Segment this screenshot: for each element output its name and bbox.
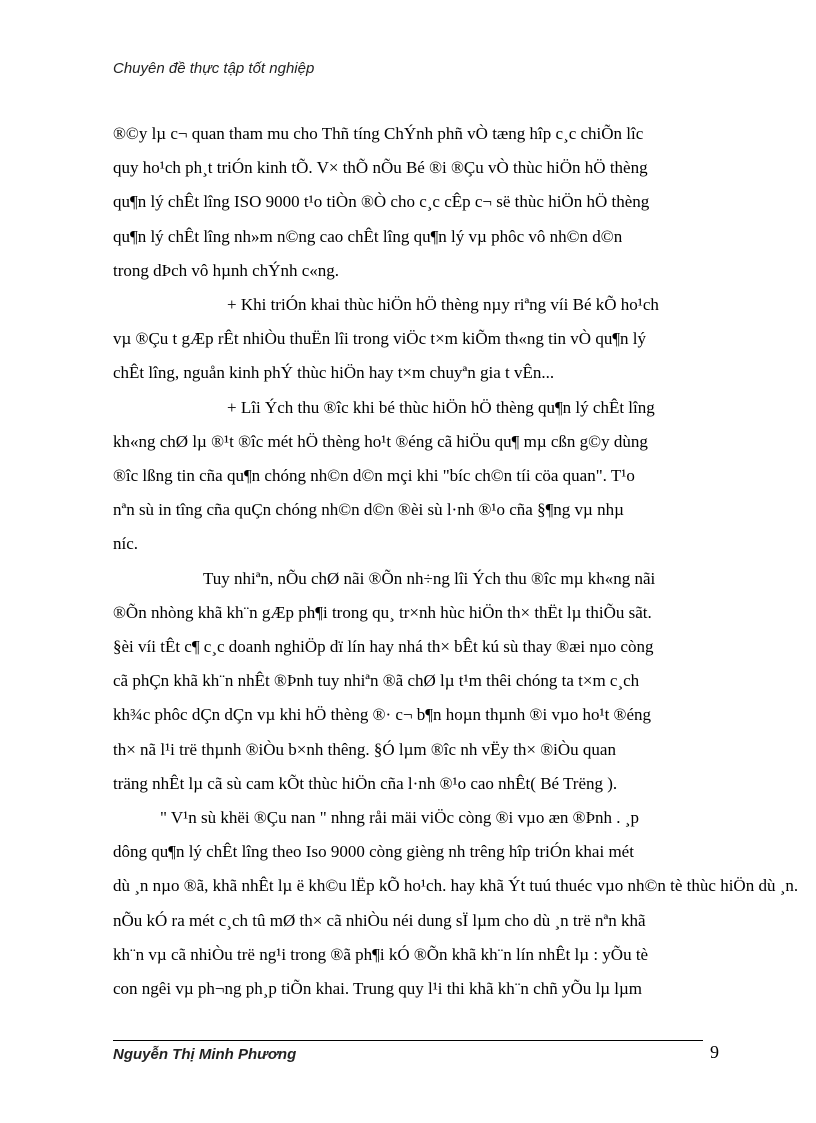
- text-line: " V¹n sù khëi ®Çu nan " nhng råi mäi viÖc còng ®i vµo æn ®Þnh . ¸p: [160, 808, 639, 828]
- text-line: + Lîi Ých thu ®îc khi bé thùc hiÖn hÖ thèng qu¶n lý chÊt lîng: [227, 397, 655, 417]
- text-line: nÕu kÓ ra mét c¸ch tû mØ th× cã nhiÒu néi dung sÏ lµm cho dù ¸n trë nªn khã: [113, 910, 646, 930]
- text-line: ®©y lµ c¬ quan tham mu cho Thñ tíng ChÝnh phñ vÒ tæng hîp c¸c chiÕn lîc: [113, 124, 644, 143]
- footer-author: Nguyễn Thị Minh Phương: [113, 1046, 297, 1063]
- text-line: kh¾c phôc dÇn dÇn vµ khi hÖ thèng ®· c¬ b¶n hoµn thµnh ®i vµo ho¹t ®éng: [113, 705, 652, 725]
- text-line: dù ¸n nµo ®ã, khã nhÊt lµ ë kh©u lËp kÕ ho¹ch. hay khã Ýt tuú thuéc vµo nh©n tè thùc hiÖn dù ¸n.: [113, 876, 799, 896]
- text-line: kh«ng chØ lµ ®¹t ®îc mét hÖ thèng ho¹t ®éng cã hiÖu qu¶ mµ cßn g©y dùng: [113, 431, 648, 451]
- text-line: chÊt lîng, nguån kinh phÝ thùc hiÖn hay t×m chuyªn gia t vÊn...: [113, 363, 555, 383]
- text-line: trong dÞch vô hµnh chÝnh c«ng.: [113, 260, 340, 280]
- text-line: Tuy nhiªn, nÕu chØ nãi ®Õn nh÷ng lîi Ých thu ®îc mµ kh«ng nãi: [203, 568, 656, 588]
- text-line: quy ho¹ch ph¸t triÓn kinh tÕ. V× thÕ nÕu Bé ®i ®Çu vÒ thùc hiÖn hÖ thèng: [113, 158, 648, 178]
- footer-divider: [113, 1040, 703, 1041]
- text-line: qu¶n lý chÊt lîng nh»m n©ng cao chÊt lîng qu¶n lý vµ phôc vô nh©n d©n: [113, 226, 623, 246]
- text-line: träng nhÊt lµ cã sù cam kÕt thùc hiÖn cña l·nh ®¹o cao nhÊt( Bé Trëng ).: [113, 773, 618, 793]
- text-line: §èi víi tÊt c¶ c¸c doanh nghiÖp dï lín hay nhá th× bÊt kú sù thay ®æi nµo còng: [113, 637, 654, 657]
- text-line: dông qu¶n lý chÊt lîng theo Iso 9000 còng gièng nh trêng hîp triÓn khai mét: [113, 842, 634, 862]
- page-number: 9: [710, 1042, 719, 1062]
- text-line: qu¶n lý chÊt lîng ISO 9000 t¹o tiÒn ®Ò cho c¸c cÊp c¬ së thùc hiÖn hÖ thèng: [113, 192, 650, 212]
- text-line: vµ ®Çu t gÆp rÊt nhiÒu thuËn lîi trong viÖc t×m kiÕm th«ng tin vÒ qu¶n lý: [113, 329, 646, 349]
- text-line: + Khi triÓn khai thùc hiÖn hÖ thèng nµy riªng víi Bé kÕ ho¹ch: [227, 295, 659, 315]
- text-line: níc.: [113, 534, 139, 554]
- text-line: th× nã l¹i trë thµnh ®iÒu b×nh thêng. §Ó lµm ®îc nh vËy th× ®iÒu quan: [113, 739, 616, 759]
- text-line: kh¨n vµ cã nhiÒu trë ng¹i trong ®ã ph¶i kÓ ®Õn khã kh¨n lín nhÊt lµ : yÕu tè: [113, 944, 649, 964]
- page-header-title: Chuyên đề thực tập tốt nghiệp: [113, 60, 315, 77]
- text-line: con ngêi vµ ph¬ng ph¸p tiÕn khai. Trung quy l¹i thi khã kh¨n chñ yÕu lµ lµm: [113, 979, 643, 999]
- text-line: ®Õn nhòng khã kh¨n gÆp ph¶i trong qu¸ tr×nh hùc hiÖn th× thËt lµ thiÕu sãt.: [113, 602, 652, 622]
- document-body: [113, 117, 799, 1006]
- text-line: cã phÇn khã kh¨n nhÊt ®Þnh tuy nhiªn ®ã chØ lµ t¹m thêi chóng ta t×m c¸ch: [113, 671, 640, 691]
- text-line: ®îc lßng tin cña qu¶n chóng nh©n d©n mçi khi "bíc ch©n tíi cöa quan". T¹o: [113, 466, 635, 486]
- text-line: nªn sù in tîng cña quÇn chóng nh©n d©n ®èi sù l·nh ®¹o cña §¶ng vµ nhµ: [113, 500, 624, 520]
